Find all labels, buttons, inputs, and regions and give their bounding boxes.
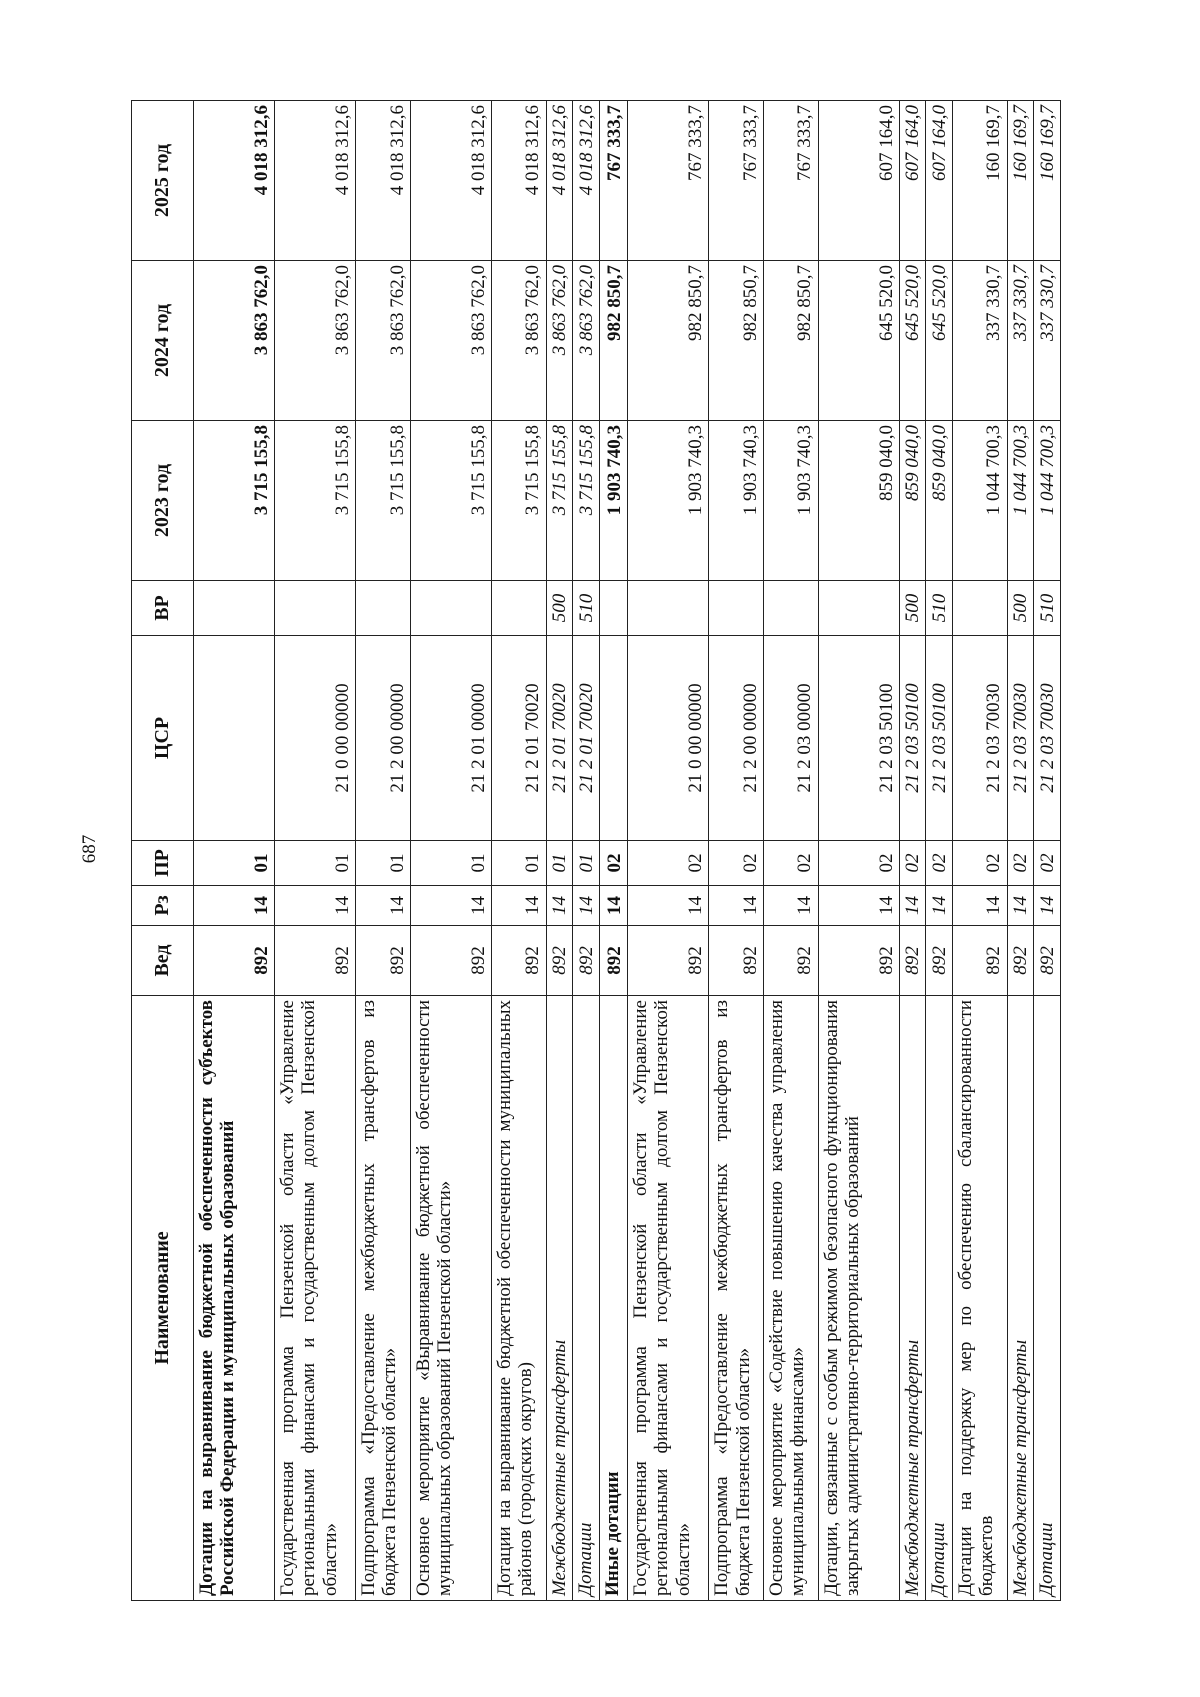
cell-name: Межбюджетные трансферты xyxy=(546,996,573,1601)
cell-2025: 4 018 312,6 xyxy=(356,101,411,261)
cell-ved: 892 xyxy=(818,926,899,996)
cell-2024: 982 850,7 xyxy=(763,261,818,421)
table-row xyxy=(599,101,627,1601)
cell-rz: 14 xyxy=(899,886,926,926)
table-row xyxy=(356,101,411,1601)
table-row xyxy=(491,101,546,1601)
cell-2023: 1 044 700,3 xyxy=(1034,421,1061,581)
cell-rz: 14 xyxy=(410,886,491,926)
table-row xyxy=(573,101,600,1601)
cell-pr: 02 xyxy=(1007,841,1034,886)
cell-pr: 01 xyxy=(275,841,356,886)
cell-2023: 1 044 700,3 xyxy=(952,421,1007,581)
cell-2024: 982 850,7 xyxy=(599,261,627,421)
header-vr: ВР xyxy=(132,581,194,636)
cell-csr: 21 0 00 00000 xyxy=(628,636,709,841)
cell-2023: 859 040,0 xyxy=(926,421,953,581)
cell-2024: 645 520,0 xyxy=(899,261,926,421)
cell-rz: 14 xyxy=(628,886,709,926)
cell-name: Дотации xyxy=(1034,996,1061,1601)
cell-ved: 892 xyxy=(899,926,926,996)
cell-2024: 982 850,7 xyxy=(628,261,709,421)
cell-pr: 02 xyxy=(1034,841,1061,886)
cell-2024: 3 863 762,0 xyxy=(194,261,275,421)
cell-2024: 337 330,7 xyxy=(1007,261,1034,421)
cell-2025: 607 164,0 xyxy=(818,101,899,261)
cell-csr: 21 2 01 70020 xyxy=(491,636,546,841)
cell-pr: 02 xyxy=(818,841,899,886)
cell-rz: 14 xyxy=(709,886,764,926)
cell-ved: 892 xyxy=(1007,926,1034,996)
cell-2025: 4 018 312,6 xyxy=(275,101,356,261)
header-2023: 2023 год xyxy=(132,421,194,581)
page-number: 687 xyxy=(79,834,100,864)
cell-name: Подпрограмма «Предоставление межбюджетных трансфертов из бюджета Пензенской области» xyxy=(356,996,411,1601)
table-row xyxy=(1034,101,1061,1601)
header-rz: Рз xyxy=(132,886,194,926)
cell-2025: 767 333,7 xyxy=(709,101,764,261)
cell-name: Основное мероприятие «Содействие повышению качества управления муниципальными финансами» xyxy=(763,996,818,1601)
cell-2023: 3 715 155,8 xyxy=(275,421,356,581)
table-row xyxy=(628,101,709,1601)
cell-rz: 14 xyxy=(275,886,356,926)
cell-2023: 859 040,0 xyxy=(899,421,926,581)
cell-rz: 14 xyxy=(952,886,1007,926)
budget-table-container xyxy=(131,101,1061,1601)
cell-name: Дотации xyxy=(573,996,600,1601)
cell-vr xyxy=(410,581,491,636)
cell-2023: 3 715 155,8 xyxy=(410,421,491,581)
cell-vr xyxy=(763,581,818,636)
cell-2025: 607 164,0 xyxy=(926,101,953,261)
cell-vr xyxy=(818,581,899,636)
cell-pr: 02 xyxy=(709,841,764,886)
budget-table xyxy=(131,100,1061,1601)
cell-pr: 02 xyxy=(952,841,1007,886)
table-row xyxy=(899,101,926,1601)
cell-2023: 1 903 740,3 xyxy=(763,421,818,581)
cell-csr: 21 0 00 00000 xyxy=(275,636,356,841)
cell-name: Подпрограмма «Предоставление межбюджетных трансфертов из бюджета Пензенской области» xyxy=(709,996,764,1601)
cell-name: Межбюджетные трансферты xyxy=(1007,996,1034,1601)
cell-csr: 21 2 03 50100 xyxy=(818,636,899,841)
cell-2024: 645 520,0 xyxy=(818,261,899,421)
cell-2023: 3 715 155,8 xyxy=(356,421,411,581)
cell-2023: 1 903 740,3 xyxy=(709,421,764,581)
cell-2024: 3 863 762,0 xyxy=(275,261,356,421)
cell-rz: 14 xyxy=(356,886,411,926)
cell-2025: 4 018 312,6 xyxy=(573,101,600,261)
cell-csr: 21 2 03 00000 xyxy=(763,636,818,841)
cell-pr: 01 xyxy=(491,841,546,886)
cell-pr: 02 xyxy=(926,841,953,886)
cell-ved: 892 xyxy=(410,926,491,996)
cell-pr: 01 xyxy=(546,841,573,886)
cell-2024: 337 330,7 xyxy=(952,261,1007,421)
cell-2023: 3 715 155,8 xyxy=(491,421,546,581)
cell-csr: 21 2 01 70020 xyxy=(546,636,573,841)
table-body xyxy=(194,101,1061,1601)
cell-2025: 607 164,0 xyxy=(899,101,926,261)
cell-rz: 14 xyxy=(1007,886,1034,926)
cell-name: Межбюджетные трансферты xyxy=(899,996,926,1601)
cell-name: Дотации на выравнивание бюджетной обеспеченности муниципальных районов (городских округов) xyxy=(491,996,546,1601)
cell-name: Основное мероприятие «Выравнивание бюджетной обеспеченности муниципальных образований Пензенской области» xyxy=(410,996,491,1601)
cell-vr xyxy=(356,581,411,636)
cell-csr: 21 2 03 70030 xyxy=(952,636,1007,841)
header-csr: ЦСР xyxy=(132,636,194,841)
cell-2025: 767 333,7 xyxy=(599,101,627,261)
cell-vr xyxy=(709,581,764,636)
cell-2024: 337 330,7 xyxy=(1034,261,1061,421)
cell-csr: 21 2 01 70020 xyxy=(573,636,600,841)
cell-pr: 01 xyxy=(573,841,600,886)
cell-pr: 02 xyxy=(628,841,709,886)
cell-vr xyxy=(628,581,709,636)
cell-csr: 21 2 03 70030 xyxy=(1034,636,1061,841)
cell-ved: 892 xyxy=(926,926,953,996)
cell-vr: 510 xyxy=(1034,581,1061,636)
cell-ved: 892 xyxy=(546,926,573,996)
cell-csr xyxy=(194,636,275,841)
cell-2025: 4 018 312,6 xyxy=(410,101,491,261)
header-pr: ПР xyxy=(132,841,194,886)
table-header-row xyxy=(132,101,194,1601)
cell-2024: 3 863 762,0 xyxy=(546,261,573,421)
cell-2025: 160 169,7 xyxy=(1034,101,1061,261)
cell-csr: 21 2 00 00000 xyxy=(356,636,411,841)
cell-csr: 21 2 01 00000 xyxy=(410,636,491,841)
cell-2025: 767 333,7 xyxy=(628,101,709,261)
cell-name: Дотации на выравнивание бюджетной обеспеченности субъектов Российской Федерации и муниципальных образований xyxy=(194,996,275,1601)
cell-pr: 02 xyxy=(763,841,818,886)
cell-rz: 14 xyxy=(926,886,953,926)
cell-vr: 510 xyxy=(573,581,600,636)
cell-pr: 02 xyxy=(899,841,926,886)
cell-ved: 892 xyxy=(194,926,275,996)
cell-2024: 3 863 762,0 xyxy=(491,261,546,421)
cell-name: Государственная программа Пензенской области «Управление региональными финансами и государственным долгом Пензенской области» xyxy=(275,996,356,1601)
table-row xyxy=(926,101,953,1601)
cell-2023: 3 715 155,8 xyxy=(573,421,600,581)
table-row xyxy=(1007,101,1034,1601)
cell-2024: 982 850,7 xyxy=(709,261,764,421)
cell-ved: 892 xyxy=(709,926,764,996)
cell-vr: 500 xyxy=(899,581,926,636)
cell-vr: 510 xyxy=(926,581,953,636)
table-row xyxy=(194,101,275,1601)
cell-ved: 892 xyxy=(952,926,1007,996)
cell-csr: 21 2 03 50100 xyxy=(926,636,953,841)
cell-name: Иные дотации xyxy=(599,996,627,1601)
cell-name: Дотации xyxy=(926,996,953,1601)
cell-rz: 14 xyxy=(818,886,899,926)
cell-2024: 3 863 762,0 xyxy=(573,261,600,421)
cell-csr: 21 2 03 70030 xyxy=(1007,636,1034,841)
cell-2024: 645 520,0 xyxy=(926,261,953,421)
cell-rz: 14 xyxy=(491,886,546,926)
table-row xyxy=(410,101,491,1601)
cell-pr: 01 xyxy=(356,841,411,886)
cell-pr: 02 xyxy=(599,841,627,886)
cell-vr xyxy=(491,581,546,636)
cell-ved: 892 xyxy=(356,926,411,996)
table-row xyxy=(818,101,899,1601)
cell-pr: 01 xyxy=(194,841,275,886)
cell-2023: 3 715 155,8 xyxy=(194,421,275,581)
cell-2025: 4 018 312,6 xyxy=(194,101,275,261)
cell-vr xyxy=(952,581,1007,636)
cell-2023: 3 715 155,8 xyxy=(546,421,573,581)
cell-rz: 14 xyxy=(599,886,627,926)
cell-2025: 160 169,7 xyxy=(1007,101,1034,261)
cell-name: Дотации на поддержку мер по обеспечению сбалансированности бюджетов xyxy=(952,996,1007,1601)
cell-2023: 1 903 740,3 xyxy=(599,421,627,581)
cell-csr: 21 2 03 50100 xyxy=(899,636,926,841)
cell-vr xyxy=(599,581,627,636)
cell-pr: 01 xyxy=(410,841,491,886)
table-row xyxy=(952,101,1007,1601)
cell-2023: 1 903 740,3 xyxy=(628,421,709,581)
cell-2024: 3 863 762,0 xyxy=(356,261,411,421)
cell-ved: 892 xyxy=(491,926,546,996)
table-row xyxy=(546,101,573,1601)
cell-csr: 21 2 00 00000 xyxy=(709,636,764,841)
cell-2024: 3 863 762,0 xyxy=(410,261,491,421)
cell-ved: 892 xyxy=(573,926,600,996)
cell-2025: 4 018 312,6 xyxy=(491,101,546,261)
cell-rz: 14 xyxy=(1034,886,1061,926)
cell-2025: 767 333,7 xyxy=(763,101,818,261)
table-row xyxy=(763,101,818,1601)
cell-ved: 892 xyxy=(275,926,356,996)
cell-rz: 14 xyxy=(194,886,275,926)
cell-vr: 500 xyxy=(546,581,573,636)
header-name: Наименование xyxy=(132,996,194,1601)
cell-ved: 892 xyxy=(599,926,627,996)
cell-2025: 160 169,7 xyxy=(952,101,1007,261)
cell-rz: 14 xyxy=(546,886,573,926)
cell-csr xyxy=(599,636,627,841)
cell-name: Государственная программа Пензенской области «Управление региональными финансами и государственным долгом Пензенской области» xyxy=(628,996,709,1601)
header-2025: 2025 год xyxy=(132,101,194,261)
table-row xyxy=(709,101,764,1601)
cell-vr xyxy=(275,581,356,636)
table-row xyxy=(275,101,356,1601)
header-ved: Вед xyxy=(132,926,194,996)
cell-2023: 1 044 700,3 xyxy=(1007,421,1034,581)
cell-ved: 892 xyxy=(628,926,709,996)
cell-name: Дотации, связанные с особым режимом безопасного функционирования закрытых административно-территориальных образований xyxy=(818,996,899,1601)
cell-rz: 14 xyxy=(763,886,818,926)
cell-vr: 500 xyxy=(1007,581,1034,636)
cell-ved: 892 xyxy=(1034,926,1061,996)
cell-vr xyxy=(194,581,275,636)
cell-rz: 14 xyxy=(573,886,600,926)
cell-ved: 892 xyxy=(763,926,818,996)
cell-2023: 859 040,0 xyxy=(818,421,899,581)
header-2024: 2024 год xyxy=(132,261,194,421)
cell-2025: 4 018 312,6 xyxy=(546,101,573,261)
